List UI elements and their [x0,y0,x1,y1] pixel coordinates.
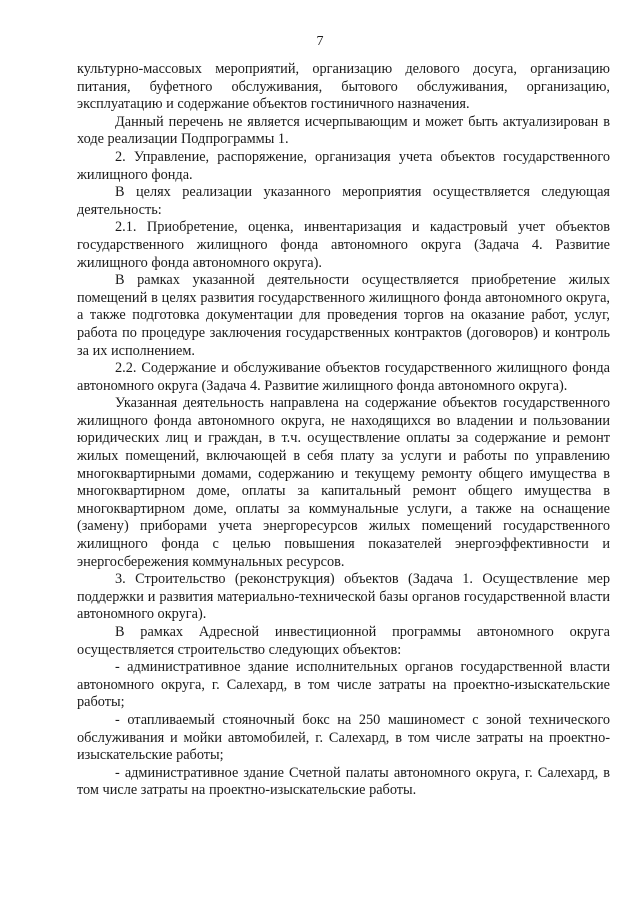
paragraph: 3. Строительство (реконструкция) объектов (Задача 1. Осуществление мер поддержки и развития материально-технической базы органов государственной власти автономного округа). [77,571,610,623]
list-item: - административное здание исполнительных органов государственной власти автономного округа, г. Салехард, в том числе затраты на проектно-изыскательские работы; [77,659,610,711]
paragraph: Данный перечень не является исчерпывающим и может быть актуализирован в ходе реализации Подпрограммы 1. [77,113,610,148]
paragraph: В рамках указанной деятельности осуществляется приобретение жилых помещений в целях развития государственного жилищного фонда автономного округа, а также подготовка документации для проведения торгов на оказание работ, услуг, работа по процедуре заключения государственных контрактов (договоров) и контроль за их исполнением. [77,272,610,359]
paragraph: В рамках Адресной инвестиционной программы автономного округа осуществляется строительство следующих объектов: [77,624,610,658]
document-body [77,61,610,800]
paragraph: 2.1. Приобретение, оценка, инвентаризация и кадастровый учет объектов государственного жилищного фонда автономного округа (Задача 4. Развитие жилищного фонда автономного округа). [77,219,610,271]
page-number: 7 [316,34,324,49]
paragraph: 2. Управление, распоряжение, организация учета объектов государственного жилищного фонда. [77,148,610,183]
paragraph: культурно-массовых мероприятий, организацию делового досуга, организацию питания, буфетного обслуживания, бытового обслуживания, организацию, эксплуатацию и содержание объектов гостиничного назначения. [77,61,610,113]
paragraph: В целях реализации указанного мероприятия осуществляется следующая деятельность: [77,184,610,218]
paragraph: Указанная деятельность направлена на содержание объектов государственного жилищного фонда автономного округа, не находящихся во владении и пользовании юридических лиц и граждан, в т.ч. осуществление оплаты за содержание и ремонт жилых помещений, включающей в себя плату за услуги и работы по управлению многоквартирными домами, содержанию и текущему ремонту общего имущества в многоквартирном доме, оплаты за капитальный ремонт общего имущества в многоквартирном доме, оплаты за коммунальные услуги, а также на оснащение (замену) приборами учета энергоресурсов жилых помещений государственного жилищного фонда с целью повышения показателей энергоэффективности и энергосбережения коммунальных ресурсов. [77,395,610,570]
paragraph: 2.2. Содержание и обслуживание объектов государственного жилищного фонда автономного округа (Задача 4. Развитие жилищного фонда автономного округа). [77,360,610,394]
list-item: - административное здание Счетной палаты автономного округа, г. Салехард, в том числе затраты на проектно-изыскательские работы. [77,764,610,799]
list-item: - отапливаемый стояночный бокс на 250 машиномест с зоной технического обслуживания и мойки автомобилей, г. Салехард, в том числе затраты на проектно-изыскательские работы; [77,711,610,764]
